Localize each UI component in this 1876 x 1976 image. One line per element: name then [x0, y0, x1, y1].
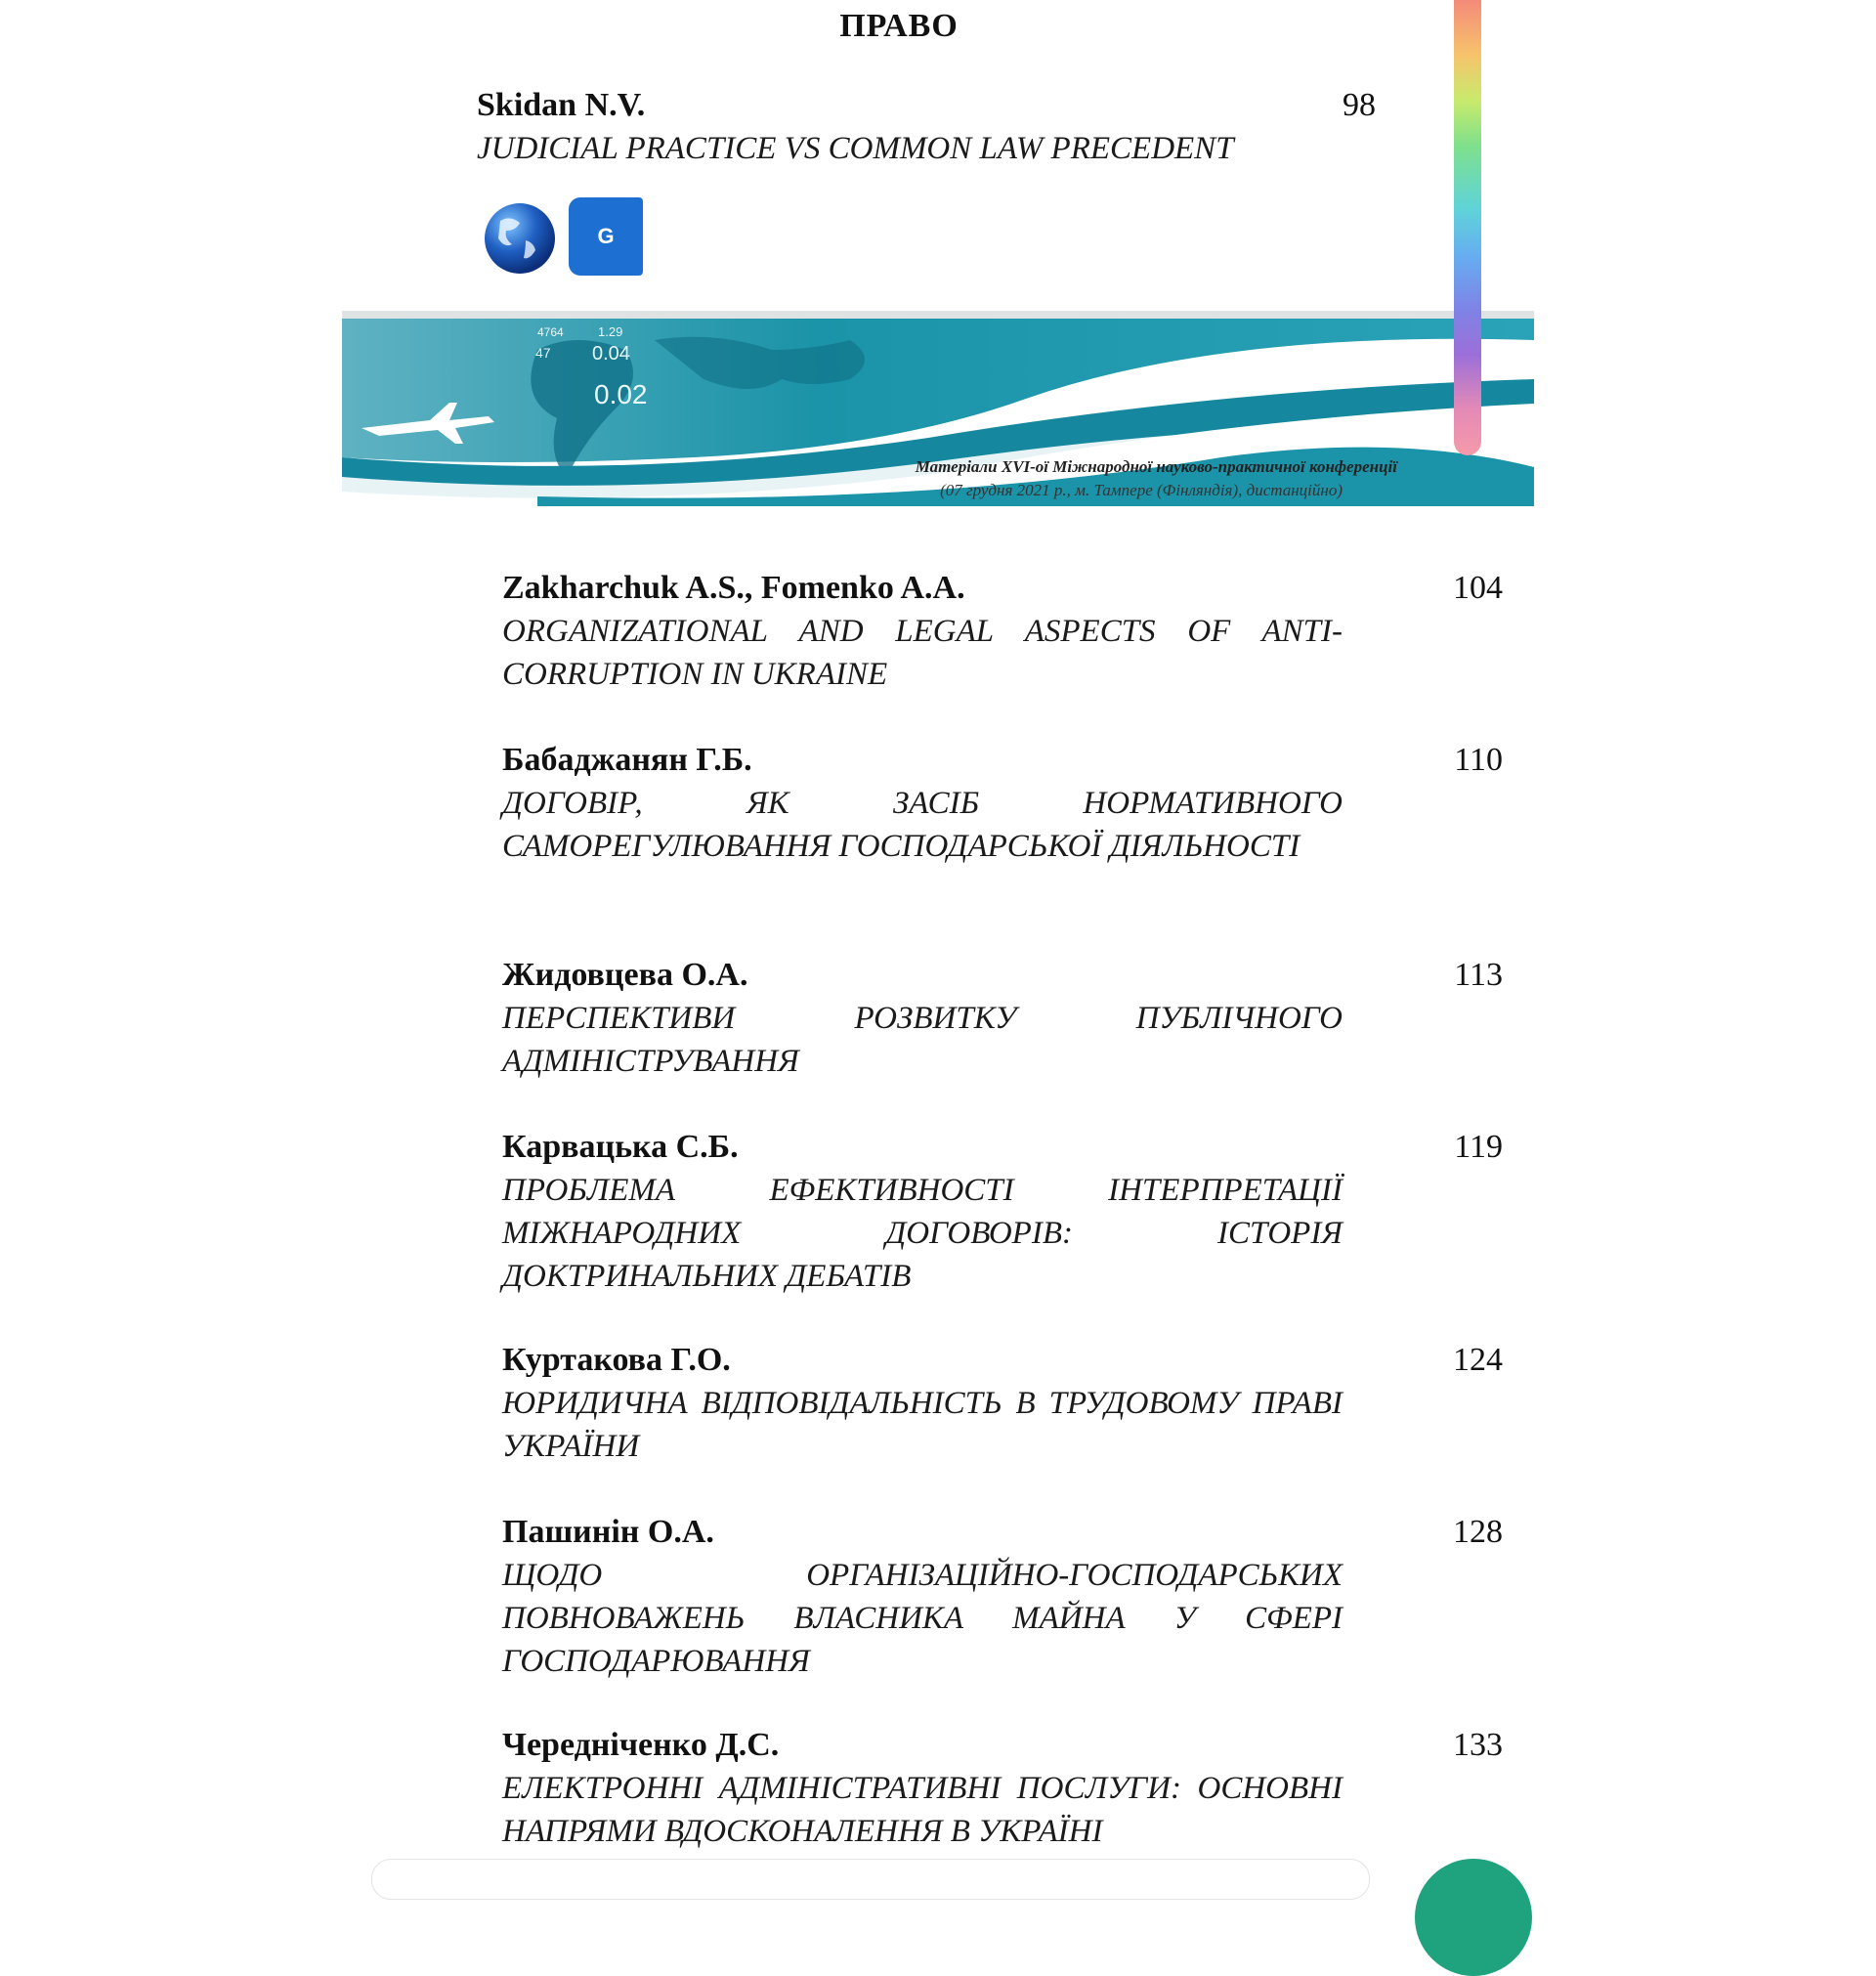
entry-page-number: 124	[1453, 1342, 1503, 1378]
entry-author: Zakharchuk A.S., Fomenko A.A.	[502, 570, 965, 606]
entry-author: Карвацька С.Б.	[502, 1129, 739, 1165]
banner-number: 1.29	[598, 324, 623, 339]
toc-entry[interactable]	[502, 739, 1503, 868]
entry-page-number: 110	[1454, 742, 1503, 778]
entry-page-number: 128	[1453, 1514, 1503, 1550]
banner-graphic	[342, 311, 1534, 506]
share-icons	[483, 197, 659, 278]
conference-banner	[342, 311, 1534, 506]
banner-number: 47	[535, 345, 551, 361]
entry-author: Жидовцева О.А.	[502, 957, 748, 993]
banner-number: 4764	[537, 325, 564, 339]
entry-author: Skidan N.V.	[477, 87, 646, 123]
entry-page-number: 119	[1454, 1129, 1503, 1165]
banner-number: 0.02	[594, 379, 648, 409]
toc-entry[interactable]	[502, 567, 1503, 696]
entry-title: ПРОБЛЕМА ЕФЕКТИВНОСТІ ІНТЕРПРЕТАЦІЇ МІЖНАРОДНИХ ДОГОВОРІВ: ІСТОРІЯ ДОКТРИНАЛЬНИХ ДЕБАТІВ	[502, 1173, 1343, 1294]
floating-action-button[interactable]	[1415, 1859, 1532, 1976]
toc-entry[interactable]	[502, 954, 1503, 1083]
entry-page-number: 104	[1453, 570, 1503, 606]
toc-entry[interactable]	[477, 84, 1376, 170]
toc-entry[interactable]	[502, 1339, 1503, 1468]
banner-subcaption: (07 грудня 2021 р., м. Тампере (Фінляндія), дистанційно)	[940, 481, 1343, 499]
entry-author: Чередніченко Д.С.	[502, 1727, 780, 1763]
entry-author: Куртакова Г.О.	[502, 1342, 731, 1378]
entry-page-number: 133	[1453, 1727, 1503, 1763]
entry-title: ЮРИДИЧНА ВІДПОВІДАЛЬНІСТЬ В ТРУДОВОМУ ПРАВІ УКРАЇНИ	[502, 1386, 1343, 1464]
entry-author: Бабаджанян Г.Б.	[502, 742, 752, 778]
section-title: ПРАВО	[839, 8, 959, 44]
scroll-indicator[interactable]	[1454, 0, 1481, 455]
entry-title: ORGANIZATIONAL AND LEGAL ASPECTS OF ANTI-CORRUPTION IN UKRAINE	[502, 614, 1343, 692]
entry-title: JUDICIAL PRACTICE VS COMMON LAW PRECEDENT	[477, 131, 1234, 166]
entry-page-number: 98	[1343, 87, 1376, 123]
toc-entry[interactable]	[502, 1126, 1503, 1298]
entry-title: ЕЛЕКТРОННІ АДМІНІСТРАТИВНІ ПОСЛУГИ: ОСНОВНІ НАПРЯМИ ВДОСКОНАЛЕННЯ В УКРАЇНІ	[502, 1771, 1343, 1849]
toc-entry[interactable]	[502, 1724, 1503, 1853]
banner-caption: Матеріали XVI-ої Міжнародної науково-практичної конференції	[915, 457, 1397, 476]
entry-title: ЩОДО ОРГАНІЗАЦІЙНО-ГОСПОДАРСЬКИХ ПОВНОВАЖЕНЬ ВЛАСНИКА МАЙНА У СФЕРІ ГОСПОДАРЮВАННЯ	[502, 1558, 1343, 1679]
entry-title: ПЕРСПЕКТИВИ РОЗВИТКУ ПУБЛІЧНОГО АДМІНІСТРУВАННЯ	[502, 1001, 1343, 1079]
banner-number: 0.04	[592, 343, 630, 365]
bottom-toolbar[interactable]	[371, 1859, 1370, 1900]
entry-page-number: 113	[1454, 957, 1503, 993]
toc-entry[interactable]	[502, 1511, 1503, 1683]
entry-author: Пашинін О.А.	[502, 1514, 714, 1550]
globe-icon[interactable]	[483, 201, 557, 276]
entry-title: ДОГОВІР, ЯК ЗАСІБ НОРМАТИВНОГО САМОРЕГУЛЮВАННЯ ГОСПОДАРСЬКОЇ ДІЯЛЬНОСТІ	[502, 786, 1343, 864]
g-app-icon[interactable]: G	[569, 197, 643, 276]
